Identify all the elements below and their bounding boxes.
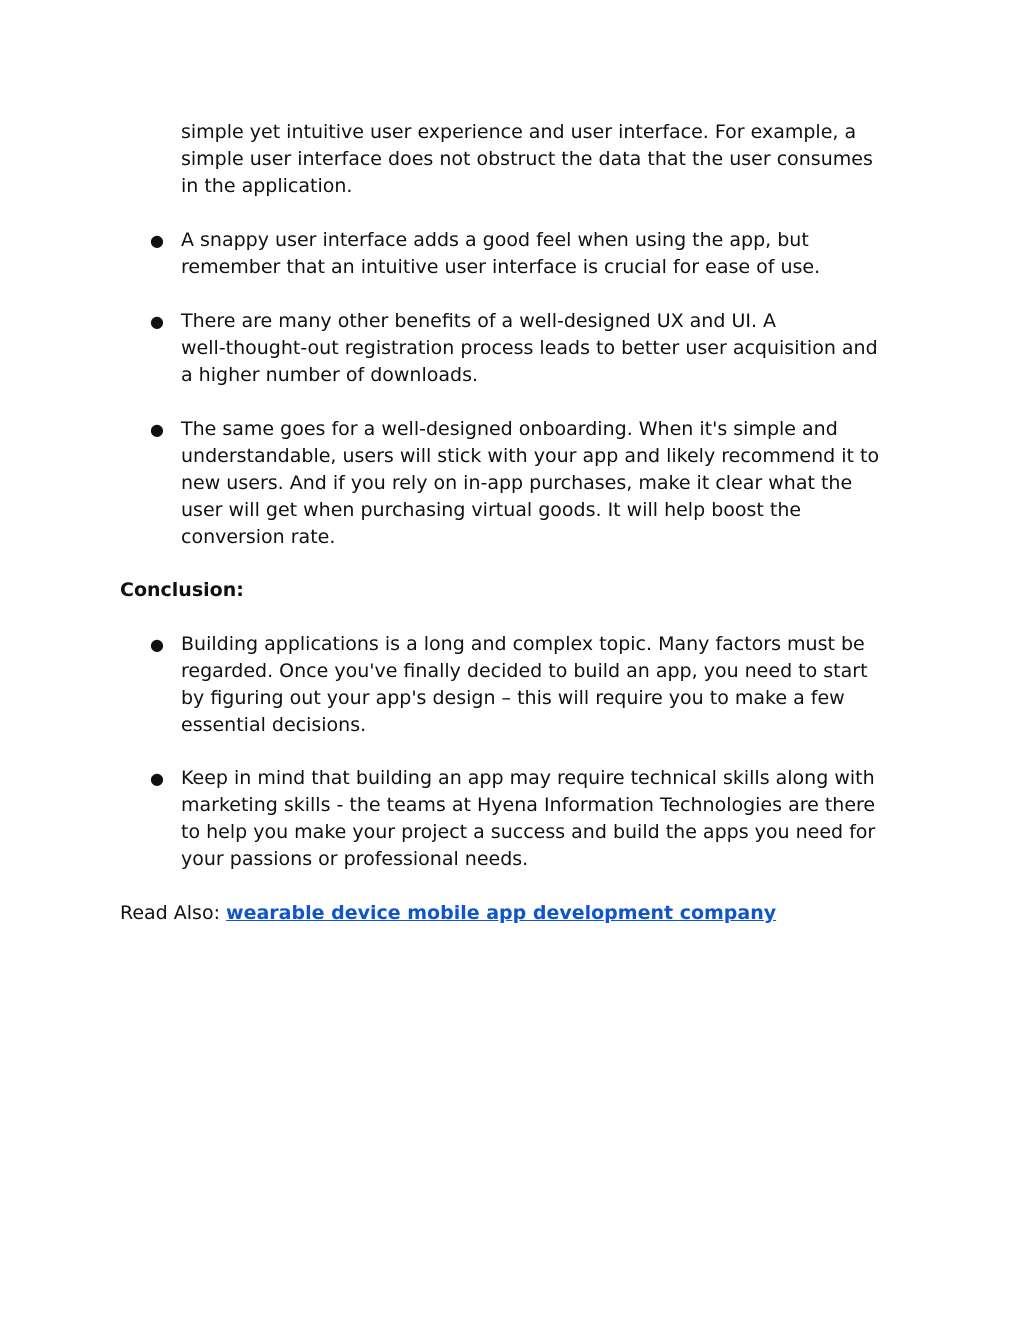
read-also-line [120, 900, 910, 927]
text-line: marketing skills - the teams at Hyena Information Technologies are there [181, 794, 876, 816]
bullet-icon: ● [150, 420, 164, 439]
continuation-paragraph [181, 119, 911, 200]
bullet-text [181, 227, 911, 281]
text-line: essential decisions. [181, 714, 367, 736]
text-line: your passions or professional needs. [181, 848, 529, 870]
text-line: a higher number of downloads. [181, 364, 479, 386]
text-line: simple yet intuitive user experience and user interface. For example, a [181, 121, 857, 143]
bullet-icon: ● [150, 312, 164, 331]
text-line: user will get when purchasing virtual goods. It will help boost the [181, 499, 802, 521]
text-line: understandable, users will stick with your app and likely recommend it to [181, 445, 880, 467]
text-line: The same goes for a well-designed onboarding. When it's simple and [181, 418, 838, 440]
text-line: in the application. [181, 175, 353, 197]
text-line: There are many other benefits of a well-designed UX and UI. A [181, 310, 777, 332]
read-also-label: Read Also: [120, 902, 227, 924]
bullet-text [181, 308, 911, 389]
text-line: A snappy user interface adds a good feel when using the app, but [181, 229, 809, 251]
text-line: new users. And if you rely on in-app purchases, make it clear what the [181, 472, 853, 494]
text-line: by figuring out your app's design – this will require you to make a few [181, 687, 845, 709]
text-line: well-thought-out registration process leads to better user acquisition and [181, 337, 878, 359]
bullet-icon: ● [150, 769, 164, 788]
conclusion-heading: Conclusion: [120, 579, 244, 601]
text-line: Building applications is a long and complex topic. Many factors must be [181, 633, 865, 655]
bullet-text [181, 765, 911, 873]
text-line: conversion rate. [181, 526, 336, 548]
bullet-text [181, 631, 911, 739]
text-line: remember that an intuitive user interface is crucial for ease of use. [181, 256, 821, 278]
text-line: to help you make your project a success and build the apps you need for [181, 821, 876, 843]
bullet-icon: ● [150, 635, 164, 654]
bullet-text [181, 416, 911, 551]
text-line: regarded. Once you've finally decided to build an app, you need to start [181, 660, 868, 682]
bullet-icon: ● [150, 231, 164, 250]
read-also-link[interactable]: wearable device mobile app development company [226, 902, 777, 924]
text-line: simple user interface does not obstruct the data that the user consumes [181, 148, 873, 170]
text-line: Keep in mind that building an app may require technical skills along with [181, 767, 875, 789]
